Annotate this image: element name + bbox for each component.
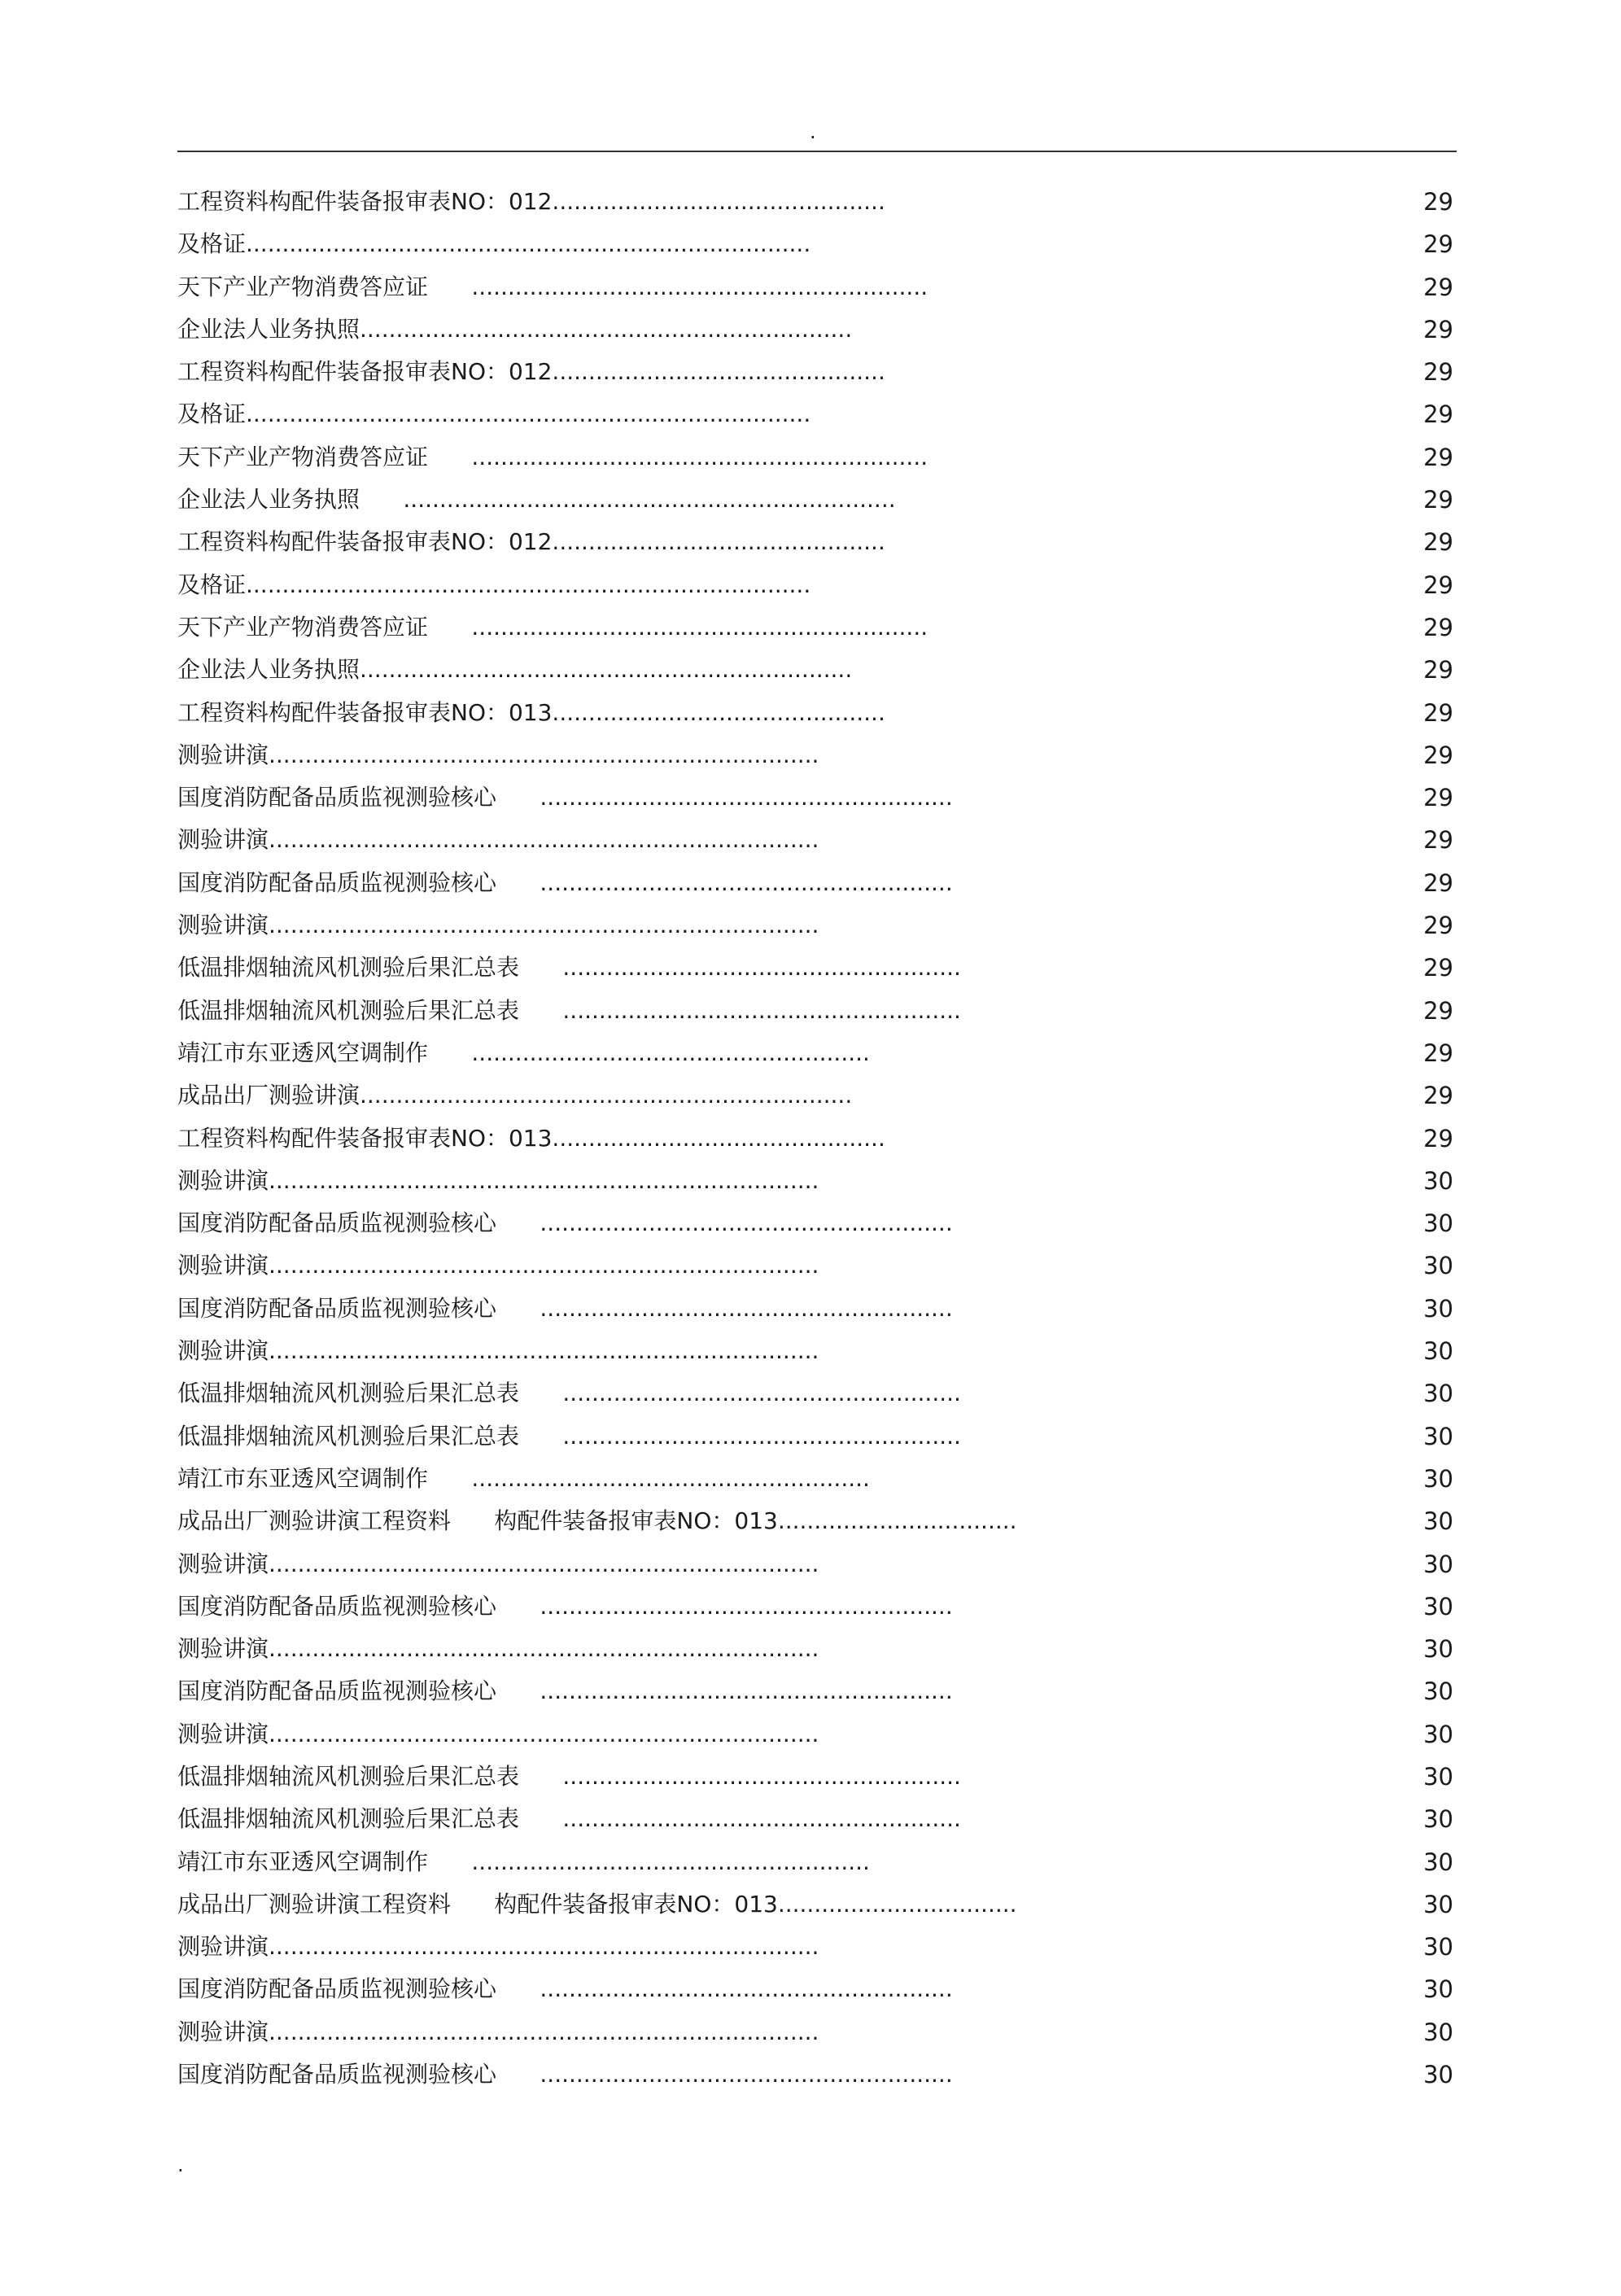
- toc-entry[interactable]: [177, 692, 1457, 734]
- toc-entry-title: 测验讲演............................................................................: [177, 1337, 819, 1365]
- toc-entry-page-number: 30: [1423, 1592, 1453, 1620]
- toc-entry-page-number: 29: [1423, 996, 1453, 1025]
- toc-entry[interactable]: [177, 308, 1457, 351]
- toc-entry[interactable]: [177, 1500, 1457, 1542]
- toc-entry[interactable]: [177, 1585, 1457, 1628]
- toc-entry-page-number: 29: [1423, 273, 1453, 301]
- toc-entry-title: 天下产业产物消费答应证 ...............................................................: [177, 613, 928, 641]
- toc-entry-page-number: 29: [1423, 443, 1453, 471]
- toc-entry[interactable]: [177, 904, 1457, 947]
- toc-entry[interactable]: [177, 521, 1457, 563]
- toc-entry[interactable]: [177, 1543, 1457, 1585]
- toc-entry[interactable]: [177, 223, 1457, 265]
- toc-entry-title: 测验讲演............................................................................: [177, 2018, 819, 2045]
- toc-entry-title: 测验讲演............................................................................: [177, 1166, 819, 1194]
- toc-entry-title: 测验讲演............................................................................: [177, 826, 819, 854]
- toc-entry-page-number: 30: [1423, 1677, 1453, 1706]
- toc-entry-title: 靖江市东亚透风空调制作 .......................................................: [177, 1464, 870, 1492]
- toc-entry-title: 成品出厂测验讲演工程资料 构配件装备报审表NO：013.................................: [177, 1890, 1017, 1918]
- toc-entry-title: 国度消防配备品质监视测验核心 .........................................................: [177, 1294, 953, 1322]
- toc-entry-title: 低温排烟轴流风机测验后果汇总表 .......................................................: [177, 1380, 961, 1407]
- toc-entry-title: 低温排烟轴流风机测验后果汇总表 .......................................................: [177, 996, 961, 1024]
- toc-entry[interactable]: [177, 436, 1457, 479]
- toc-entry-title: 国度消防配备品质监视测验核心 .........................................................: [177, 1975, 953, 2003]
- toc-entry-page-number: 30: [1423, 1294, 1453, 1323]
- toc-entry-page-number: 30: [1423, 1720, 1453, 1748]
- toc-entry-page-number: 30: [1423, 1635, 1453, 1664]
- toc-entry[interactable]: [177, 1244, 1457, 1287]
- toc-entry-title: 测验讲演............................................................................: [177, 1252, 819, 1279]
- toc-entry-title: 及格证..............................................................................: [177, 571, 811, 598]
- toc-entry-page-number: 29: [1423, 400, 1453, 429]
- toc-entry-page-number: 29: [1423, 528, 1453, 557]
- toc-entry-title: 测验讲演............................................................................: [177, 1635, 819, 1663]
- toc-entry-page-number: 29: [1423, 826, 1453, 855]
- toc-entry-title: 测验讲演............................................................................: [177, 1720, 819, 1747]
- toc-entry-page-number: 30: [1423, 1890, 1453, 1918]
- toc-entry-title: 及格证..............................................................................: [177, 400, 811, 428]
- toc-entry-title: 成品出厂测验讲演....................................................................: [177, 1082, 853, 1109]
- toc-entry-title: 国度消防配备品质监视测验核心 .........................................................: [177, 784, 953, 811]
- toc-entry[interactable]: [177, 1288, 1457, 1330]
- toc-entry[interactable]: [177, 1032, 1457, 1074]
- toc-entry[interactable]: [177, 351, 1457, 393]
- toc-entry-page-number: 30: [1423, 1252, 1453, 1280]
- toc-entry-page-number: 30: [1423, 1933, 1453, 1961]
- toc-entry[interactable]: [177, 819, 1457, 861]
- toc-entry-page-number: 30: [1423, 1975, 1453, 2004]
- toc-entry-page-number: 30: [1423, 1166, 1453, 1195]
- toc-entry-title: 工程资料构配件装备报审表NO：013..............................................: [177, 698, 885, 726]
- toc-entry[interactable]: [177, 1330, 1457, 1372]
- toc-entry-page-number: 30: [1423, 1380, 1453, 1408]
- toc-entry[interactable]: [177, 181, 1457, 223]
- toc-entry[interactable]: [177, 862, 1457, 904]
- toc-entry-title: 国度消防配备品质监视测验核心 .........................................................: [177, 1592, 953, 1620]
- toc-entry[interactable]: [177, 990, 1457, 1032]
- toc-entry-page-number: 30: [1423, 1550, 1453, 1578]
- toc-entry-page-number: 29: [1423, 188, 1453, 216]
- toc-entry-title: 低温排烟轴流风机测验后果汇总表 .......................................................: [177, 1805, 961, 1833]
- toc-entry-title: 低温排烟轴流风机测验后果汇总表 .......................................................: [177, 1762, 961, 1790]
- toc-entry[interactable]: [177, 606, 1457, 649]
- toc-entry[interactable]: [177, 479, 1457, 521]
- toc-entry-page-number: 29: [1423, 315, 1453, 343]
- toc-entry-page-number: 29: [1423, 1082, 1453, 1110]
- toc-entry[interactable]: [177, 2011, 1457, 2053]
- toc-entry-page-number: 30: [1423, 1422, 1453, 1450]
- toc-entry-title: 测验讲演............................................................................: [177, 1933, 819, 1961]
- header-rule: [177, 151, 1457, 152]
- toc-entry[interactable]: [177, 776, 1457, 819]
- toc-entry-title: 工程资料构配件装备报审表NO：012..............................................: [177, 528, 885, 556]
- toc-entry-title: 天下产业产物消费答应证 ...............................................................: [177, 273, 928, 300]
- toc-entry-page-number: 29: [1423, 486, 1453, 514]
- toc-entry[interactable]: [177, 1117, 1457, 1160]
- toc-entry[interactable]: [177, 1628, 1457, 1670]
- toc-entry[interactable]: [177, 1798, 1457, 1840]
- footer-mark: .: [177, 2154, 184, 2176]
- toc-entry[interactable]: [177, 1926, 1457, 1968]
- toc-entry-page-number: 29: [1423, 613, 1453, 641]
- toc-entry-page-number: 29: [1423, 784, 1453, 812]
- toc-entry[interactable]: [177, 1670, 1457, 1712]
- toc-entry[interactable]: [177, 1841, 1457, 1883]
- toc-entry[interactable]: [177, 1202, 1457, 1244]
- toc-entry-page-number: 30: [1423, 1507, 1453, 1536]
- toc-entry-page-number: 30: [1423, 2018, 1453, 2046]
- toc-entry-title: 国度消防配备品质监视测验核心 .........................................................: [177, 868, 953, 896]
- toc-entry-title: 企业法人业务执照 ....................................................................: [177, 486, 896, 514]
- toc-entry-page-number: 29: [1423, 656, 1453, 684]
- toc-entry-title: 天下产业产物消费答应证 ...............................................................: [177, 443, 928, 470]
- toc-entry[interactable]: [177, 734, 1457, 776]
- toc-entry[interactable]: [177, 1756, 1457, 1798]
- toc-entry-title: 工程资料构配件装备报审表NO：012..............................................: [177, 358, 885, 386]
- toc-entry[interactable]: [177, 1458, 1457, 1500]
- toc-entry[interactable]: [177, 649, 1457, 691]
- toc-entry-page-number: 29: [1423, 230, 1453, 259]
- toc-entry[interactable]: [177, 266, 1457, 308]
- toc-entry-title: 测验讲演............................................................................: [177, 1550, 819, 1577]
- toc-entry-page-number: 29: [1423, 571, 1453, 599]
- toc-entry-page-number: 30: [1423, 1762, 1453, 1791]
- toc-entry-title: 工程资料构配件装备报审表NO：012..............................................: [177, 188, 885, 215]
- toc-entry-title: 靖江市东亚透风空调制作 .......................................................: [177, 1039, 870, 1066]
- toc-entry-page-number: 29: [1423, 741, 1453, 769]
- toc-entry-title: 靖江市东亚透风空调制作 .......................................................: [177, 1848, 870, 1875]
- toc-entry[interactable]: [177, 1883, 1457, 1926]
- toc-entry-title: 低温排烟轴流风机测验后果汇总表 .......................................................: [177, 954, 961, 982]
- toc-entry[interactable]: [177, 2053, 1457, 2096]
- toc-entry-page-number: 29: [1423, 358, 1453, 387]
- toc-entry[interactable]: [177, 1160, 1457, 1202]
- toc-entry-title: 测验讲演............................................................................: [177, 741, 819, 768]
- toc-entry[interactable]: [177, 1968, 1457, 2010]
- toc-entry[interactable]: [177, 1074, 1457, 1117]
- toc-entry-title: 及格证..............................................................................: [177, 230, 811, 258]
- table-of-contents: [177, 181, 1457, 2096]
- toc-entry-page-number: 30: [1423, 1337, 1453, 1366]
- toc-entry-title: 企业法人业务执照....................................................................: [177, 315, 853, 343]
- toc-entry-page-number: 30: [1423, 1209, 1453, 1238]
- toc-entry[interactable]: [177, 947, 1457, 989]
- toc-entry-page-number: 30: [1423, 1464, 1453, 1493]
- toc-entry[interactable]: [177, 1372, 1457, 1415]
- toc-entry[interactable]: [177, 393, 1457, 435]
- toc-entry-title: 国度消防配备品质监视测验核心 .........................................................: [177, 1677, 953, 1705]
- toc-entry-page-number: 30: [1423, 1848, 1453, 1876]
- toc-entry[interactable]: [177, 1415, 1457, 1458]
- toc-entry-title: 企业法人业务执照....................................................................: [177, 656, 853, 684]
- toc-entry-title: 工程资料构配件装备报审表NO：013..............................................: [177, 1124, 885, 1152]
- toc-entry-title: 测验讲演............................................................................: [177, 912, 819, 939]
- toc-entry-page-number: 29: [1423, 868, 1453, 897]
- toc-entry-title: 国度消防配备品质监视测验核心 .........................................................: [177, 1209, 953, 1237]
- toc-entry-title: 国度消防配备品质监视测验核心 .........................................................: [177, 2061, 953, 2088]
- toc-entry-page-number: 30: [1423, 2061, 1453, 2089]
- header-mark: .: [810, 120, 816, 143]
- toc-entry-title: 成品出厂测验讲演工程资料 构配件装备报审表NO：013.................................: [177, 1507, 1017, 1535]
- toc-entry-page-number: 30: [1423, 1805, 1453, 1834]
- toc-entry-page-number: 29: [1423, 1039, 1453, 1067]
- toc-entry-page-number: 29: [1423, 954, 1453, 982]
- toc-entry-page-number: 29: [1423, 1124, 1453, 1152]
- toc-entry-title: 低温排烟轴流风机测验后果汇总表 .......................................................: [177, 1422, 961, 1450]
- toc-entry[interactable]: [177, 1713, 1457, 1756]
- toc-entry-page-number: 29: [1423, 698, 1453, 727]
- toc-entry-page-number: 29: [1423, 912, 1453, 940]
- toc-entry[interactable]: [177, 564, 1457, 606]
